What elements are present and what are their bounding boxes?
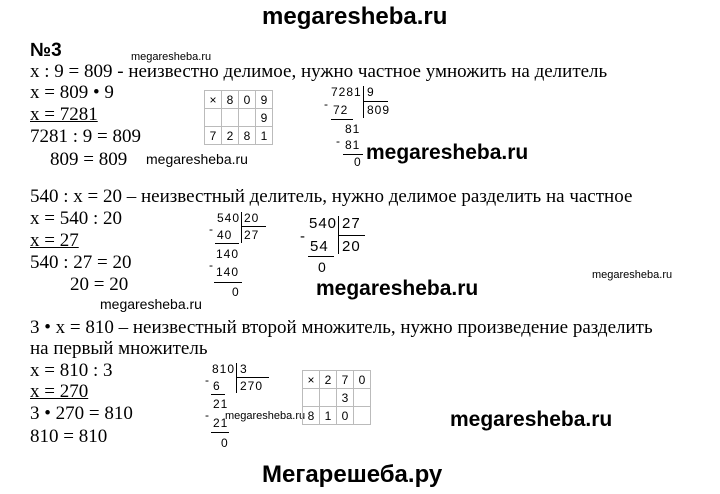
- subtrahend: 6: [213, 379, 221, 393]
- digit: 2: [320, 371, 337, 389]
- subtrahend: 81: [345, 138, 361, 152]
- times-sign: ×: [303, 371, 320, 389]
- watermark-large: megaresheba.ru: [366, 141, 529, 164]
- digit: 7: [337, 371, 354, 389]
- p3-line3: x = 270: [30, 381, 89, 402]
- dividend: 7281: [331, 85, 362, 99]
- divisor: 3: [240, 362, 248, 376]
- digit: 1: [320, 407, 337, 425]
- watermark-small: megaresheba.ru: [131, 51, 212, 63]
- digit: 7: [205, 127, 222, 145]
- divisor: 9: [367, 85, 375, 99]
- quotient: 20: [342, 238, 361, 255]
- remainder: 81: [345, 122, 361, 136]
- subtrahend: 140: [216, 265, 240, 279]
- p3-line4: 3 • 270 = 810: [30, 403, 133, 424]
- p3-line1: 3 • x = 810 – неизвестный второй множитель, нужно произведение разделить: [30, 317, 653, 338]
- p2-line1: 540 : x = 20 – неизвестный делитель, нужно делимое разделить на частное: [30, 186, 633, 207]
- digit: 8: [303, 407, 320, 425]
- p1-line1: x : 9 = 809 - неизвестно делимое, нужно частное умножить на делитель: [30, 61, 608, 82]
- p3-line1b: на первый множитель: [30, 338, 208, 359]
- header-brand: megaresheba.ru: [262, 3, 448, 30]
- watermark-large: megaresheba.ru: [316, 277, 479, 300]
- p2-line3: x = 27: [30, 230, 79, 251]
- p2-line4: 540 : 27 = 20: [30, 252, 132, 273]
- p1-multiplication-grid: [204, 90, 273, 145]
- dividend: 540: [217, 211, 241, 225]
- digit: 0: [337, 407, 354, 425]
- digit: 2: [222, 127, 239, 145]
- digit: 9: [256, 109, 273, 127]
- subtrahend: 40: [217, 228, 233, 242]
- digit: 1: [256, 127, 273, 145]
- divisor: 20: [244, 211, 260, 225]
- quotient: 270: [240, 379, 264, 393]
- final-remainder: 0: [354, 155, 362, 169]
- p1-line5: 809 = 809: [50, 149, 128, 170]
- final-remainder: 0: [232, 285, 240, 299]
- digit: 9: [256, 91, 273, 109]
- watermark-medium: megaresheba.ru: [146, 151, 248, 167]
- watermark-small: megaresheba.ru: [592, 269, 673, 281]
- p3-line5: 810 = 810: [30, 426, 108, 447]
- watermark-small: megaresheba.ru: [225, 410, 306, 422]
- p2-line2: x = 540 : 20: [30, 208, 122, 229]
- p1-line2: x = 809 • 9: [30, 82, 114, 103]
- p3-multiplication-grid: [302, 370, 371, 425]
- quotient: 809: [367, 103, 391, 117]
- subtrahend: 72: [333, 103, 349, 117]
- final-remainder: 0: [318, 259, 327, 275]
- quotient: 27: [244, 228, 260, 242]
- final-remainder: 0: [221, 436, 229, 450]
- p3-line2: x = 810 : 3: [30, 360, 113, 381]
- digit: 8: [222, 91, 239, 109]
- watermark-medium: megaresheba.ru: [100, 296, 202, 312]
- remainder: 140: [216, 247, 240, 261]
- subtrahend: 21: [213, 416, 229, 430]
- p1-line4: 7281 : 9 = 809: [30, 126, 141, 147]
- dividend: 810: [212, 362, 236, 376]
- remainder: 21: [213, 397, 229, 411]
- task-number: №3: [30, 40, 62, 61]
- dividend: 540: [309, 215, 338, 232]
- digit: 8: [239, 127, 256, 145]
- subtrahend: 54: [310, 238, 329, 255]
- p2-line5: 20 = 20: [70, 274, 129, 295]
- digit: [354, 407, 371, 425]
- times-sign: ×: [205, 91, 222, 109]
- watermark-large: megaresheba.ru: [450, 408, 613, 431]
- digit: 0: [354, 371, 371, 389]
- p1-line3: x = 7281: [30, 104, 98, 125]
- footer-brand: Мегарешеба.ру: [262, 461, 443, 488]
- divisor: 27: [342, 215, 361, 232]
- digit: 3: [337, 389, 354, 407]
- digit: 0: [239, 91, 256, 109]
